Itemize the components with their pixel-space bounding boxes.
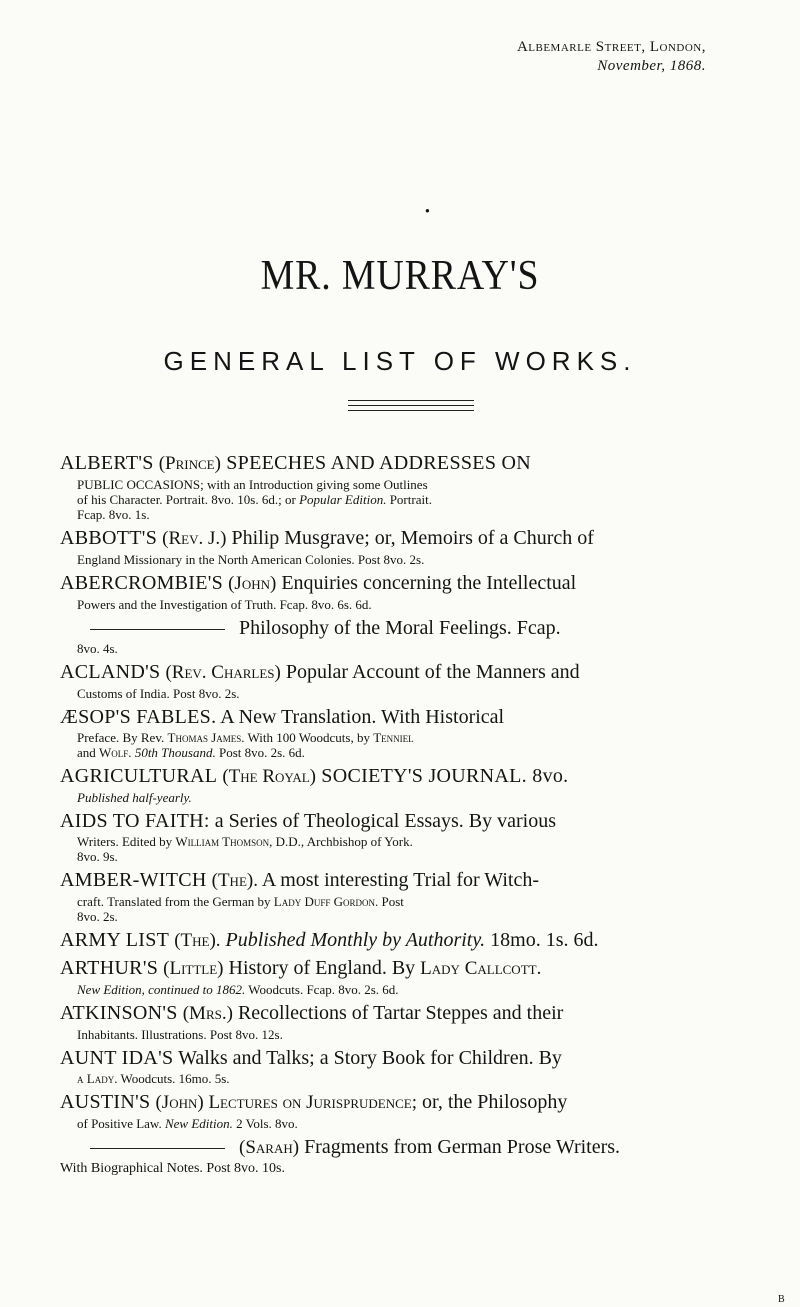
entry-detail: England Missionary in the North American Colonies. Post 8vo. 2s.	[77, 552, 425, 567]
entry-detail: PUBLIC OCCASIONS; with an Introduction giving some Outlines	[77, 477, 428, 492]
publisher-header	[0, 38, 706, 76]
list-item	[60, 1136, 745, 1176]
list-item	[60, 572, 745, 612]
entry-detail: 8vo. 2s.	[77, 909, 118, 924]
entry-heading: History of England. By	[223, 957, 421, 979]
entry-heading: A most interesting Trial for Witch-	[257, 869, 540, 891]
entry-detail: With Biographical Notes. Post 8vo. 10s.	[60, 1161, 285, 1176]
list-item	[60, 617, 745, 656]
publisher-address: Albemarle Street, London,	[516, 39, 706, 55]
list-item	[60, 957, 745, 997]
list-item	[60, 1091, 745, 1131]
entry-heading: Lectures on Jurisprudence;	[203, 1092, 418, 1113]
entry-editor: William Thomson,	[175, 834, 273, 849]
ditto-rule	[90, 629, 225, 630]
entry-detail: Woodcuts. 16mo. 5s.	[117, 1071, 230, 1086]
list-item	[60, 706, 745, 760]
list-item	[60, 929, 745, 952]
entry-detail: Inhabitants. Illustrations. Post 8vo. 12s.	[77, 1027, 283, 1042]
entry-detail: Powers and the Investigation of Truth. Fcap. 8vo. 6s. 6d.	[77, 597, 372, 612]
entry-detail: Post 8vo. 2s. 6d.	[215, 745, 305, 760]
entry-detail: of his Character. Portrait. 8vo. 10s. 6d.; or	[77, 492, 300, 507]
entry-author: a Lady.	[77, 1071, 118, 1086]
entry-author: (The).	[174, 930, 221, 951]
entry-author: (Prince)	[158, 453, 221, 474]
entry-editor: Thomas James.	[167, 730, 245, 745]
page-title: MR. MURRAY'S	[260, 253, 540, 299]
list-item	[60, 452, 745, 522]
entry-author: (John)	[228, 573, 277, 594]
entry-detail: of Positive Law.	[77, 1116, 165, 1131]
list-item	[60, 765, 745, 805]
entry-title: AMBER-WITCH	[60, 869, 207, 891]
entry-detail: Writers. Edited by	[77, 834, 176, 849]
entry-heading: Published Monthly by Authority.	[220, 929, 486, 951]
entry-title: ACLAND'S	[60, 661, 161, 683]
entry-detail: Woodcuts. Fcap. 8vo. 2s. 6d.	[245, 982, 399, 997]
entry-detail: craft. Translated from the German by	[77, 894, 274, 909]
entry-title: ALBERT'S	[60, 452, 154, 474]
entry-author: (John)	[155, 1092, 204, 1113]
entry-edition: Popular Edition.	[299, 492, 387, 507]
ditto-rule	[90, 1148, 225, 1149]
list-item	[60, 661, 745, 701]
entry-detail: Customs of India. Post 8vo. 2s.	[77, 686, 240, 701]
entry-author: (Rev. Charles)	[165, 662, 281, 683]
entry-title: ARMY LIST	[60, 929, 170, 951]
entry-detail: 2 Vols. 8vo.	[232, 1116, 298, 1131]
entry-detail: Preface. By Rev.	[77, 730, 168, 745]
entry-heading: or, the Philosophy	[417, 1091, 568, 1113]
entry-heading: SPEECHES AND ADDRESSES ON	[220, 452, 532, 474]
entry-detail: 8vo. 9s.	[77, 849, 118, 864]
entry-title: AGRICULTURAL	[60, 765, 218, 787]
entry-title: AUSTIN'S	[60, 1091, 151, 1113]
entry-detail: Portrait.	[386, 492, 432, 507]
entry-author: (Mrs.)	[182, 1003, 233, 1024]
list-item	[60, 1047, 745, 1086]
entry-heading: a Series of Theological Essays. By various	[209, 810, 557, 832]
list-item	[60, 1002, 745, 1042]
entry-heading: Fragments from German Prose Writers.	[299, 1136, 621, 1158]
title-rule	[348, 400, 474, 401]
entry-detail: With 100 Woodcuts, by	[244, 730, 374, 745]
entry-detail: Fcap. 8vo. 1s.	[77, 507, 150, 522]
entry-detail: 18mo. 1s. 6d.	[485, 929, 599, 951]
entry-edition: New Edition.	[164, 1116, 233, 1131]
title-rule	[348, 410, 474, 411]
entry-detail: D.D., Archbishop of York.	[272, 834, 413, 849]
entry-illustrator: Wolf.	[99, 745, 132, 760]
entry-title: ATKINSON'S	[60, 1002, 178, 1024]
entry-heading: Philosophy of the Moral Feelings. Fcap.	[239, 617, 561, 639]
entry-editor: Lady Callcott.	[420, 958, 542, 979]
entry-edition: 50th Thousand.	[131, 745, 216, 760]
entry-heading: Recollections of Tartar Steppes and their	[232, 1002, 564, 1024]
list-item	[60, 810, 745, 864]
entry-title: ABBOTT'S	[60, 527, 158, 549]
list-item	[60, 869, 745, 924]
page-subtitle: GENERAL LIST OF WORKS.	[163, 346, 637, 376]
bullet-mark: ●	[425, 206, 430, 215]
entry-translator: Lady Duff Gordon.	[273, 894, 379, 909]
entry-author: (The Royal)	[222, 766, 316, 787]
entry-edition: Published half-yearly.	[77, 790, 192, 805]
entry-heading: SOCIETY'S JOURNAL. 8vo.	[316, 765, 569, 787]
signature-mark: B	[778, 1294, 785, 1305]
list-item	[60, 527, 745, 567]
publication-date: November, 1868.	[597, 58, 706, 74]
entry-detail: 8vo. 4s.	[77, 641, 118, 656]
entry-title: ARTHUR'S	[60, 957, 159, 979]
entry-edition: New Edition, continued to 1862.	[77, 982, 246, 997]
entry-author: (Sarah)	[239, 1137, 300, 1158]
entry-author: (Little)	[163, 958, 224, 979]
entry-title: ÆSOP'S FABLES.	[60, 706, 217, 728]
entry-heading: Popular Account of the Manners and	[280, 661, 580, 683]
entry-detail: Post	[378, 894, 404, 909]
works-list	[60, 452, 745, 1181]
entry-author: (Rev. J.)	[162, 528, 227, 549]
entry-title: ABERCROMBIE'S	[60, 572, 224, 594]
entry-heading: Enquiries concerning the Intellectual	[276, 572, 577, 594]
entry-heading: Philip Musgrave; or, Memoirs of a Church of	[226, 527, 594, 549]
entry-author: (The).	[211, 870, 258, 891]
title-rule	[348, 405, 474, 406]
entry-heading: Walks and Talks; a Story Book for Children. By	[173, 1047, 562, 1069]
entry-title: AIDS TO FAITH:	[60, 810, 210, 832]
entry-illustrator: Tenniel	[373, 730, 414, 745]
entry-title: AUNT IDA'S	[60, 1047, 174, 1069]
entry-heading: A New Translation. With Historical	[216, 706, 505, 728]
entry-detail: and	[77, 745, 100, 760]
